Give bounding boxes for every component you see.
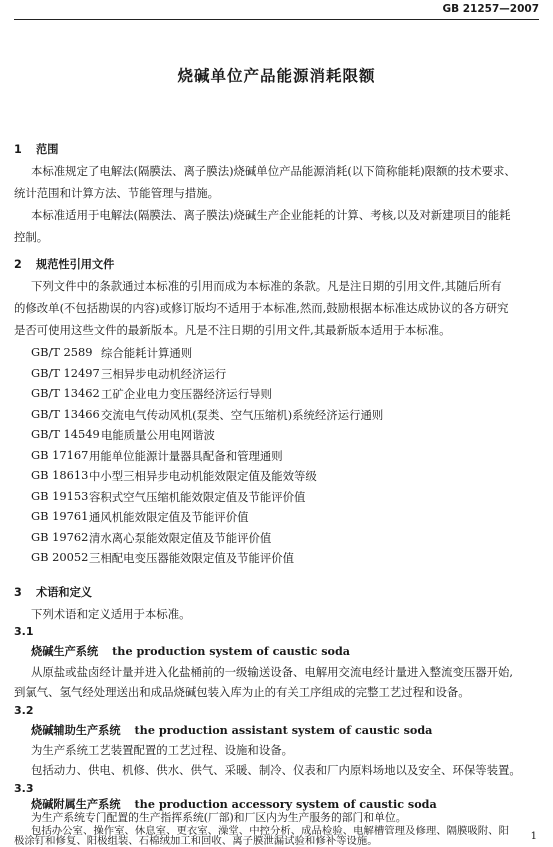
paragraph-line: 本标准规定了电解法(隔膜法、离子膜法)烧碱单位产品能源消耗(以下简称能耗)限额的技术要求、 <box>31 164 516 178</box>
term-chinese: 烧碱生产系统 <box>31 645 99 658</box>
section-title: 术语和定义 <box>36 586 92 599</box>
term-heading <box>31 643 350 659</box>
paragraph-line: 为生产系统专门配置的生产指挥系统(厂部)和厂区内为生产服务的部门和单位。 <box>31 811 407 824</box>
reference-item <box>31 427 215 442</box>
reference-title: 三相配电变压器能效限定值及节能评价值 <box>89 551 295 565</box>
paragraph-line: 控制。 <box>14 230 49 244</box>
reference-item <box>31 365 227 381</box>
term-english: the production accessory system of caustic soda <box>134 797 437 811</box>
reference-code: GB 19153 <box>31 488 89 503</box>
section-2-heading <box>14 256 114 272</box>
reference-code: GB 18613 <box>31 468 89 482</box>
paragraph-line: 下列文件中的条款通过本标准的引用而成为本标准的条款。凡是注日期的引用文件,其随后所有 <box>31 279 502 293</box>
paragraph-line: 本标准适用于电解法(隔膜法、离子膜法)烧碱生产企业能耗的计算、考核,以及对新建项目的能耗 <box>31 208 511 222</box>
paragraph-line: 包括办公室、操作室、休息室、更衣室、澡堂、中控分析、成品检验、电解槽管理及修理、隔膜吸附、阳 <box>31 825 509 837</box>
reference-title: 综合能耗计算通则 <box>101 346 193 360</box>
reference-item <box>31 345 193 360</box>
reference-item <box>31 529 272 545</box>
reference-title: 中小型三相异步电动机能效限定值及能效等级 <box>89 469 317 483</box>
reference-code: GB/T 13466 <box>31 406 100 421</box>
reference-code: GB/T 13462 <box>31 386 100 400</box>
term-chinese: 烧碱附属生产系统 <box>31 798 121 811</box>
reference-code: GB/T 14549 <box>31 427 100 441</box>
section-title: 规范性引用文件 <box>36 258 115 271</box>
section-title: 范围 <box>36 143 59 156</box>
reference-title: 工矿企业电力变压器经济运行导则 <box>101 387 272 401</box>
reference-title: 清水离心泵能效限定值及节能评价值 <box>89 530 272 545</box>
clause-number: 3.2 <box>14 704 34 717</box>
reference-code: GB 19761 <box>31 509 89 523</box>
term-chinese: 烧碱辅助生产系统 <box>31 724 121 737</box>
term-heading <box>31 722 432 738</box>
paragraph-line: 下列术语和定义适用于本标准。 <box>31 607 191 621</box>
section-number: 3 <box>14 586 22 599</box>
reference-title: 容积式空气压缩机能效限定值及节能评价值 <box>89 489 306 504</box>
reference-item <box>31 468 317 483</box>
reference-title: 用能单位能源计量器具配备和管理通则 <box>89 448 283 463</box>
reference-item <box>31 550 295 565</box>
reference-code: GB/T 2589 <box>31 345 93 359</box>
reference-item <box>31 488 306 504</box>
reference-code: GB 20052 <box>31 550 89 564</box>
section-1-heading <box>14 141 58 157</box>
reference-code: GB 17167 <box>31 447 89 462</box>
reference-title: 通风机能效限定值及节能评价值 <box>89 510 249 524</box>
term-english: the production system of caustic soda <box>112 644 351 658</box>
paragraph-line: 统计范围和计算方法、节能管理与措施。 <box>14 186 220 200</box>
reference-code: GB 19762 <box>31 529 89 544</box>
section-number: 1 <box>14 143 22 156</box>
clause-number: 3.3 <box>14 782 34 795</box>
header-rule <box>14 19 539 20</box>
reference-title: 交流电气传动风机(泵类、空气压缩机)系统经济运行通则 <box>101 407 384 422</box>
paragraph-line: 的修改单(不包括勘误的内容)或修订版均不适用于本标准,然而,鼓励根据本标准达成协议的各方研究 <box>14 301 509 315</box>
paragraph-line: 为生产系统工艺装置配置的工艺过程、设施和设备。 <box>31 743 293 757</box>
paragraph-line: 极涂钉和修复、阳极组装、石棉绒加工和回收、离子膜泄漏试验和修补等设施。 <box>14 835 378 847</box>
paragraph-line: 从原盐或盐卤经计量并进入化盐桶前的一级输送设备、电解用交流电经计量进入整流变压器开始, <box>31 665 514 679</box>
term-english: the production assistant system of caustic soda <box>134 723 433 737</box>
reference-item <box>31 447 283 463</box>
reference-item <box>31 509 249 524</box>
paragraph-line: 包括动力、供电、机修、供水、供气、采暖、制冷、仪表和厂内原料场地以及安全、环保等装置。 <box>31 763 521 777</box>
page-number: 1 <box>530 831 537 842</box>
reference-item <box>31 386 272 401</box>
reference-item <box>31 406 384 422</box>
section-3-heading <box>14 584 92 600</box>
reference-code: GB/T 12497 <box>31 365 100 380</box>
reference-title: 电能质量公用电网谐波 <box>101 428 215 442</box>
section-number: 2 <box>14 258 22 271</box>
reference-title: 三相异步电动机经济运行 <box>101 366 227 381</box>
paragraph-line: 到氯气、氢气经处理送出和成品烧碱包装入库为止的有关工序组成的完整工艺过程和设备。 <box>14 685 470 699</box>
document-title: 烧碱单位产品能源消耗限额 <box>177 67 376 85</box>
paragraph-line: 是否可使用这些文件的最新版本。凡是不注日期的引用文件,其最新版本适用于本标准。 <box>14 323 451 337</box>
clause-number: 3.1 <box>14 625 34 638</box>
standard-code: GB 21257—2007 <box>442 3 539 15</box>
